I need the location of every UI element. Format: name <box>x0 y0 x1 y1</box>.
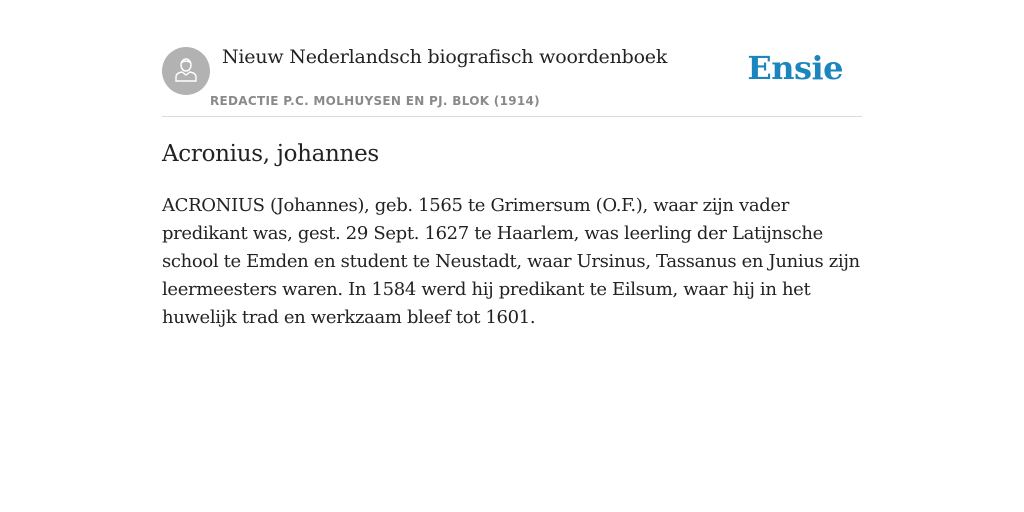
entry-title: Acronius, johannes <box>162 141 379 167</box>
author-avatar[interactable] <box>162 47 210 95</box>
book-header <box>162 40 862 117</box>
book-editors: REDACTIE P.C. MOLHUYSEN EN PJ. BLOK (1914) <box>210 94 540 108</box>
book-title[interactable]: Nieuw Nederlandsch biografisch woordenboek <box>222 46 668 68</box>
ensie-logo[interactable]: Ensie <box>747 49 843 87</box>
user-silhouette-icon <box>172 55 200 88</box>
entry-body: ACRONIUS (Johannes), geb. 1565 te Grimersum (O.F.), waar zijn vader predikant was, gest. 29 Sept. 1627 te Haarlem, was leerling der Latijnsche school te Emden en student te Neustadt, waar Ursinus, Tassanus en Junius zijn leermeesters waren. In 1584 werd hij predikant te Eilsum, waar hij in het huwelijk trad en werkzaam bleef tot 1601. <box>162 195 860 328</box>
